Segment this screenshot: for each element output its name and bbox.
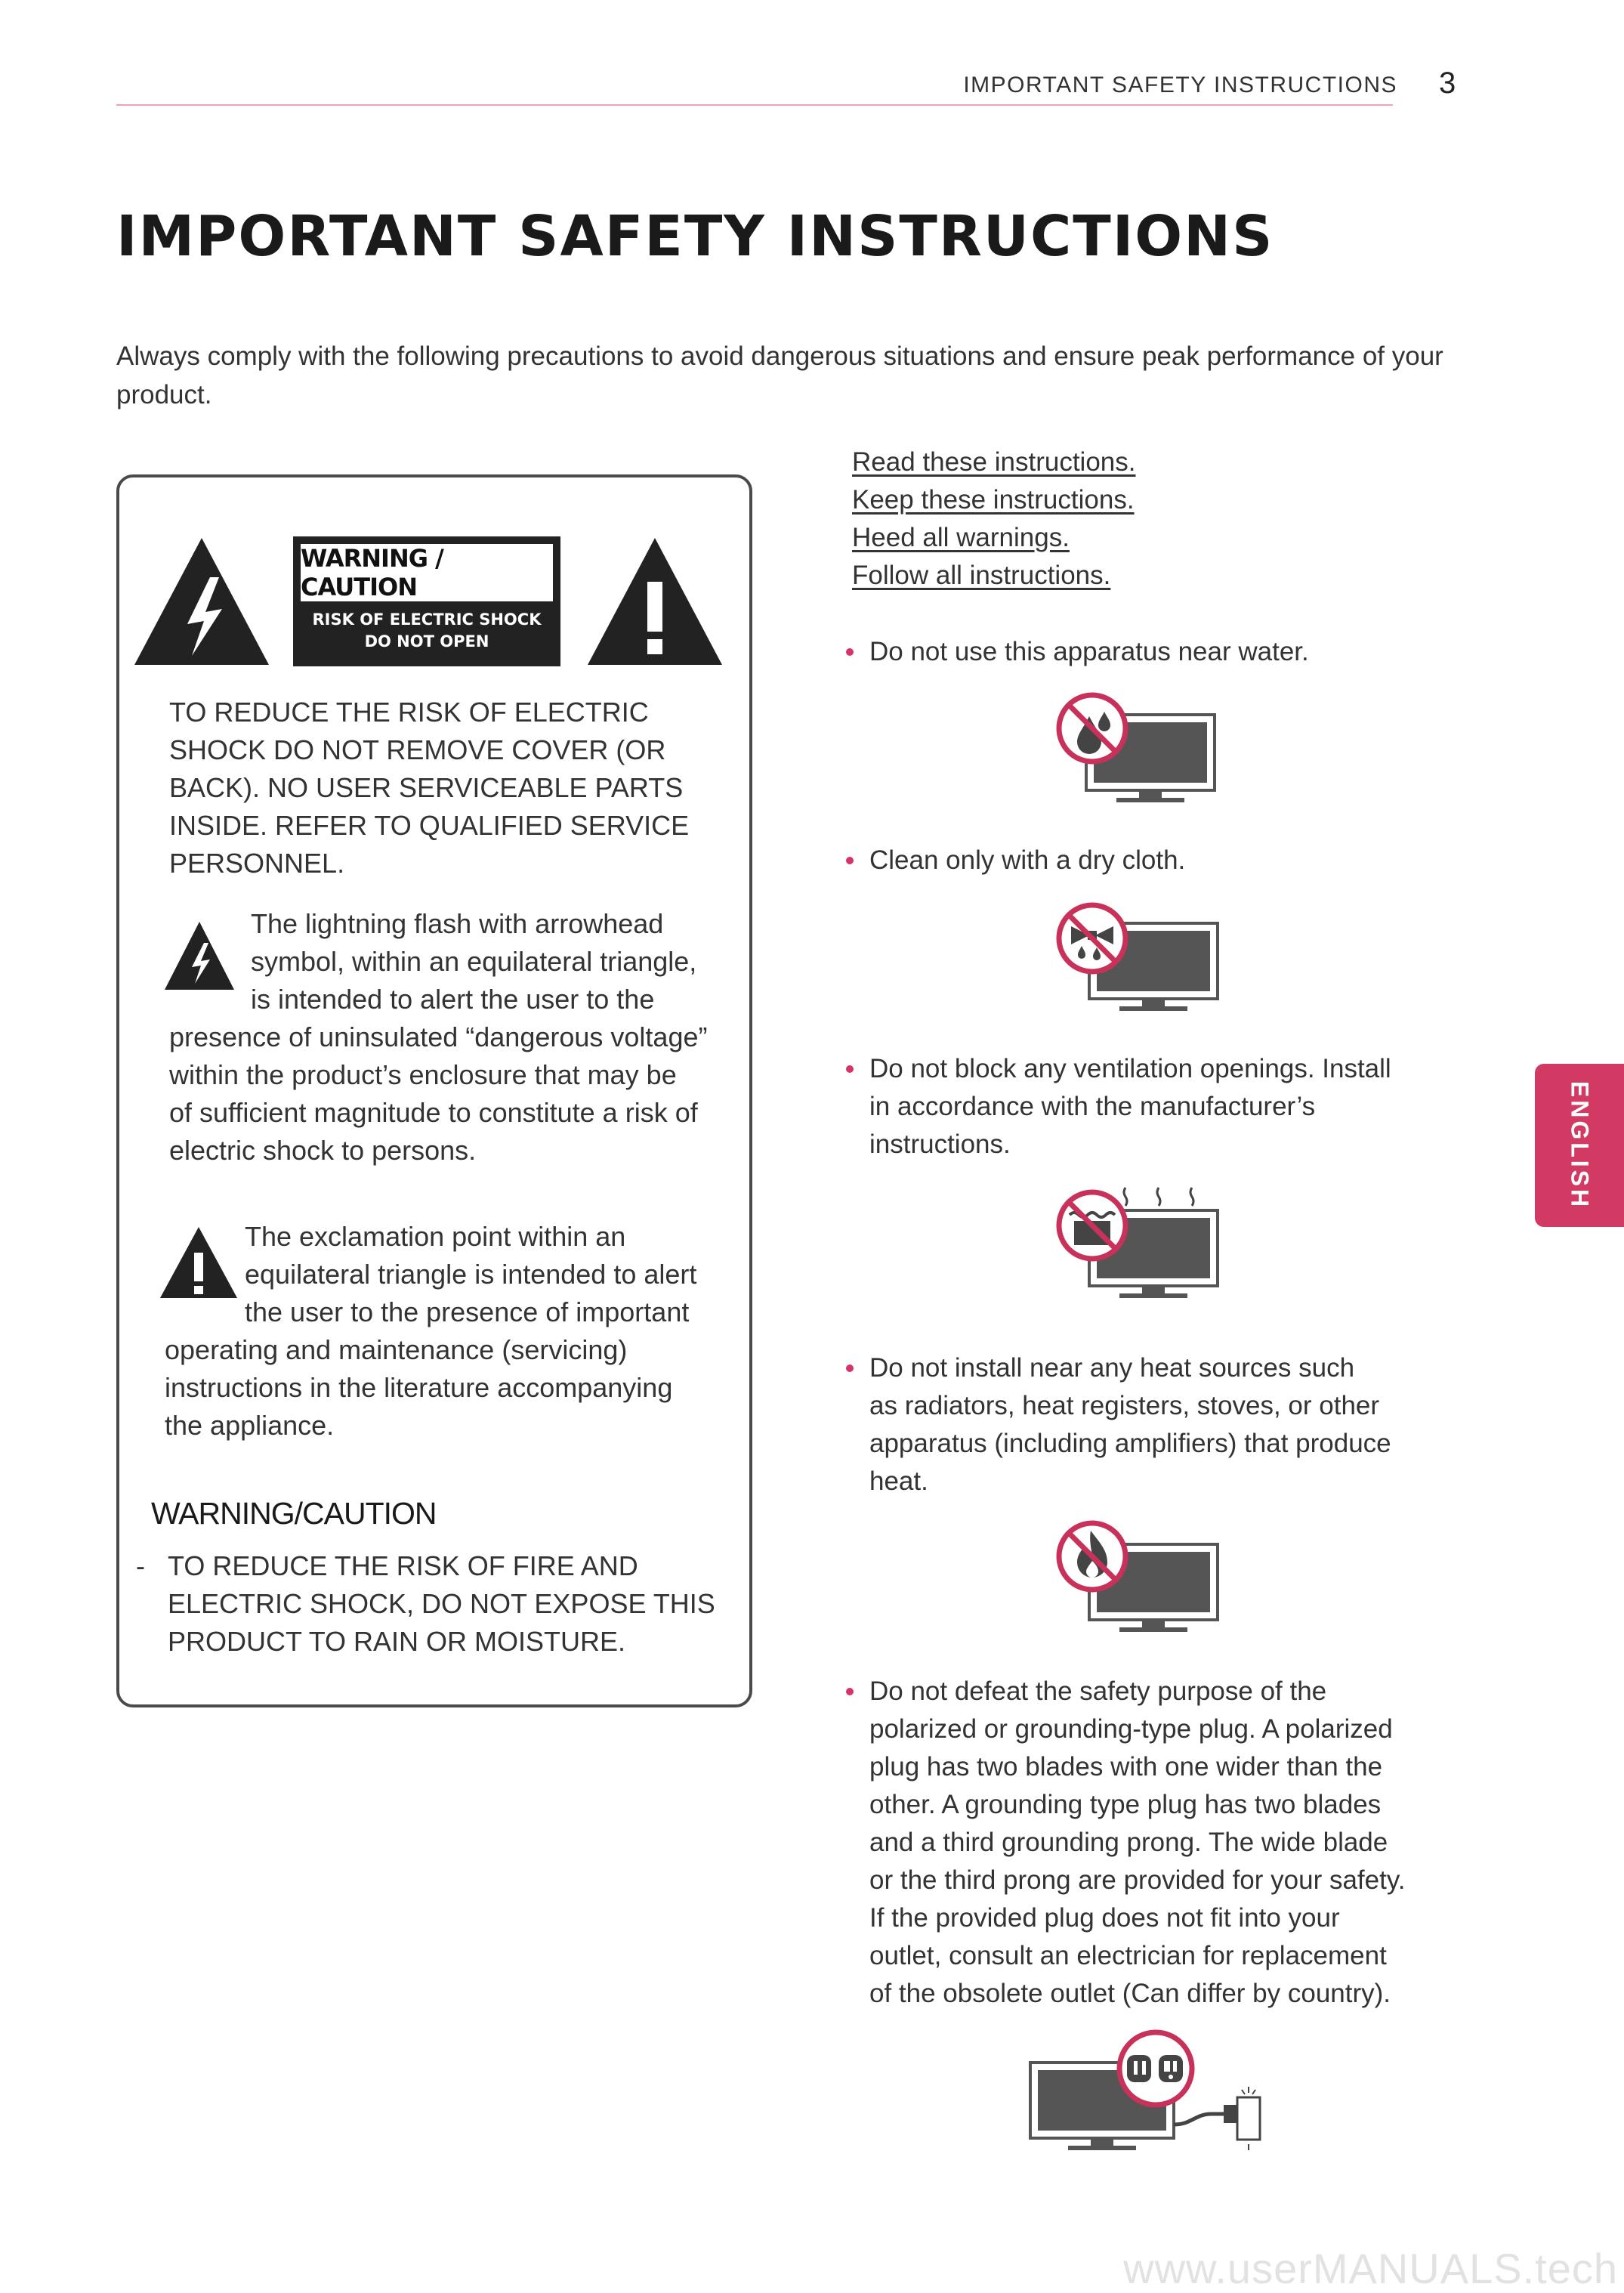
exclamation-triangle-icon — [585, 535, 725, 668]
text-line: the user to the presence of important — [245, 1296, 690, 1327]
text-line: polarized or grounding-type plug. A polarized — [869, 1714, 1393, 1744]
header-section-title: IMPORTANT SAFETY INSTRUCTIONS — [963, 73, 1397, 97]
warning-label-sub1: RISK OF ELECTRIC SHOCK — [312, 610, 542, 629]
bullet-dot — [846, 857, 854, 864]
bullet-dry-cloth — [869, 842, 1443, 879]
bullet-polarized-plug — [869, 1673, 1443, 2013]
warning-label-subtitle — [293, 609, 560, 653]
text-line: and a third grounding prong. The wide blade — [869, 1828, 1388, 1857]
text-line: If the provided plug does not fit into your — [869, 1903, 1340, 1933]
keep-instructions-line: Keep these instructions. — [852, 485, 1135, 515]
text-line: Do not defeat the safety purpose of the — [869, 1676, 1327, 1706]
text-line: instructions in the literature accompanying — [165, 1372, 673, 1403]
bullet-dot — [846, 1364, 854, 1372]
follow-instructions-line: Follow all instructions. — [852, 561, 1111, 590]
text-line: Do not use this apparatus near water. — [869, 637, 1309, 666]
warning-label-title: WARNING / CAUTION — [301, 544, 553, 601]
text-line: equilateral triangle is intended to alert — [245, 1259, 697, 1290]
polarized-plug-icon — [1026, 2026, 1267, 2155]
intro-paragraph: Always comply with the following precautions to avoid dangerous situations and ensure peak performance of your product. — [116, 341, 1443, 409]
text-line: TO REDUCE THE RISK OF ELECTRIC — [169, 697, 649, 728]
text-line: of sufficient magnitude to constitute a risk of — [169, 1097, 698, 1128]
text-line: in accordance with the manufacturer’s — [869, 1092, 1316, 1121]
text-line: or the third prong are provided for your safety. — [869, 1865, 1406, 1895]
text-line: as radiators, heat registers, stoves, or other — [869, 1391, 1380, 1420]
warning-label-sub2: DO NOT OPEN — [364, 632, 489, 651]
text-line: SHOCK DO NOT REMOVE COVER (OR — [169, 734, 666, 765]
text-line: ELECTRIC SHOCK, DO NOT EXPOSE THIS — [168, 1588, 715, 1619]
no-water-icon — [1054, 691, 1221, 808]
lightning-triangle-icon — [131, 535, 272, 668]
language-tab-label: ENGLISH — [1566, 1080, 1594, 1210]
text-line: The exclamation point within an — [245, 1221, 626, 1252]
text-line: of the obsolete outlet (Can differ by country). — [869, 1979, 1391, 2008]
text-line: PRODUCT TO RAIN OR MOISTURE. — [168, 1626, 626, 1657]
lightning-explanation — [169, 905, 743, 1170]
text-line: heat. — [869, 1466, 928, 1496]
language-tab[interactable] — [1535, 1064, 1624, 1227]
watermark: www.userMANUALS.tech — [1123, 2245, 1618, 2292]
heed-warnings-line: Heed all warnings. — [852, 523, 1070, 552]
text-line: INSIDE. REFER TO QUALIFIED SERVICE — [169, 810, 690, 841]
text-line: is intended to alert the user to the — [251, 984, 655, 1015]
reduce-risk-text — [169, 694, 728, 882]
no-wet-cloth-icon — [1054, 901, 1224, 1018]
text-line: The lightning flash with arrowhead — [251, 908, 664, 939]
page-title: IMPORTANT SAFETY INSTRUCTIONS — [116, 204, 1274, 269]
bullet-dot — [846, 1688, 854, 1695]
text-line: outlet, consult an electrician for replacement — [869, 1941, 1387, 1970]
text-line: PERSONNEL. — [169, 848, 345, 879]
text-line: apparatus (including amplifiers) that produce — [869, 1429, 1391, 1458]
text-line: electric shock to persons. — [169, 1135, 477, 1166]
text-line: operating and maintenance (servicing) — [165, 1334, 628, 1365]
bullet-ventilation — [869, 1050, 1443, 1163]
bullet-dot — [846, 1065, 854, 1073]
bullet-dot — [846, 648, 854, 656]
text-line: BACK). NO USER SERVICEABLE PARTS — [169, 772, 684, 803]
text-line: Clean only with a dry cloth. — [869, 845, 1186, 875]
bullet-heat-sources — [869, 1349, 1443, 1500]
exclamation-explanation — [165, 1218, 739, 1445]
caution-heading: WARNING/CAUTION — [151, 1496, 437, 1531]
text-line: instructions. — [869, 1130, 1011, 1159]
bullet-near-water — [869, 633, 1443, 671]
text-line: the appliance. — [165, 1410, 335, 1441]
text-line: presence of uninsulated “dangerous voltage” — [169, 1021, 708, 1052]
warning-label — [293, 536, 560, 666]
header-divider — [116, 104, 1393, 106]
text-line: Do not install near any heat sources such — [869, 1353, 1355, 1383]
text-line: Do not block any ventilation openings. Install — [869, 1054, 1391, 1083]
caution-dash: - — [136, 1550, 145, 1581]
no-blocked-vent-icon — [1054, 1185, 1224, 1306]
read-instructions-line: Read these instructions. — [852, 447, 1136, 477]
text-line: plug has two blades with one wider than the — [869, 1752, 1383, 1782]
text-line: other. A grounding type plug has two blades — [869, 1790, 1382, 1819]
no-heat-icon — [1054, 1514, 1224, 1636]
text-line: symbol, within an equilateral triangle, — [251, 946, 697, 977]
caution-text — [168, 1547, 742, 1661]
page-number: 3 — [1439, 66, 1456, 100]
text-line: within the product’s enclosure that may be — [169, 1059, 677, 1090]
text-line: TO REDUCE THE RISK OF FIRE AND — [168, 1550, 638, 1581]
